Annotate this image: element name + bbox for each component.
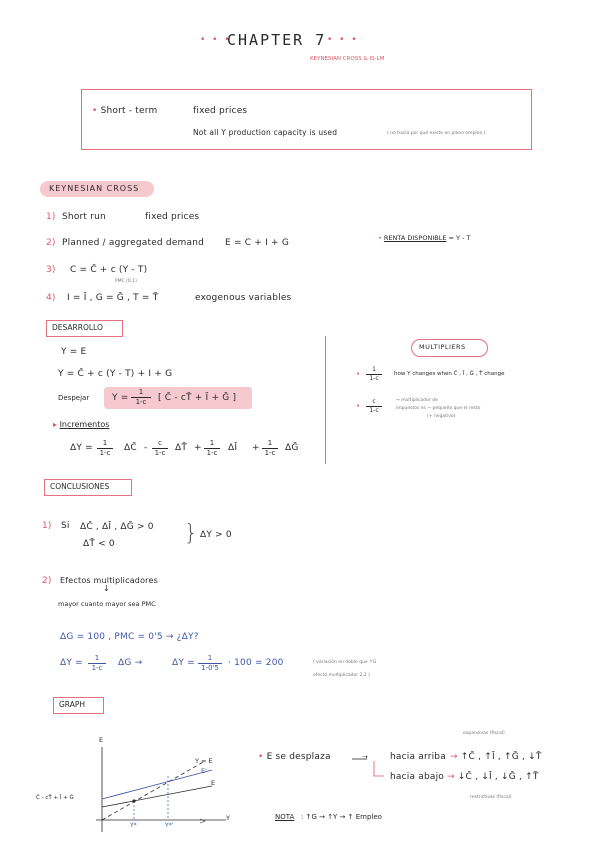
mult-2-text-1: → multiplicador de [396,398,438,403]
desarrollo-heading: DESARROLLO [52,323,103,332]
mult-2-text-3: (+ negativo) [427,414,456,419]
graph-label-y-eq-e: Y = E [195,757,213,765]
graph-label-e-prime: E' [201,767,207,775]
header-dots-right: • • • [327,35,359,45]
concl-1-num: 1) [42,521,52,531]
concl-2-down-arrow: ↓ [103,584,110,593]
concl-1-brace: } [184,521,198,546]
incr-term-2-frac: $\frac{c}{1-c}$ [152,439,168,458]
desarrollo-line-2: Y = C̄ + c (Y - T) + I + G [58,369,173,379]
incr-term-4-sign: + [252,443,260,453]
calc-1-g: ΔG → [118,658,143,668]
page-subtitle: KEYNESIAN CROSS & IS-LM [310,56,385,62]
graph-equilibrium-point [132,799,135,802]
kc-item-4-result: exogenous variables [195,293,292,303]
kc-item-1-text: Short run [62,212,106,222]
concl-side-note-1: ( variación en doble que ↑G [313,660,377,665]
mult-1-bullet: • [356,370,361,378]
mult-1-frac: $\frac{1}{1-c}$ [366,366,382,383]
concl-2-line: mayor cuanto mayor sea PMC [58,600,156,608]
mult-1-text: how Y changes when C̄ , Ī , Ḡ , T̄ change [394,371,505,377]
calc-1-frac: $\frac{1}{1-c}$ [88,654,106,673]
renta-disponible: • RENTA DISPONIBLE = Y - T [378,234,471,242]
kc-item-2-num: 2) [46,238,56,248]
graph-axis-y-label: E [99,736,104,744]
incr-term-4-frac: $\frac{1}{1-c}$ [262,439,278,458]
concl-2-num: 2) [42,576,52,586]
graph-line-e [102,786,212,807]
despejar-fraction: $\frac{1}{1-c}$ [131,388,151,407]
page-title: CHAPTER 7 [227,31,327,49]
concl-2-title: Efectos multiplicadores [60,576,158,585]
despejar-bracket: [ C̄ - cT̄ + Ī + Ḡ ] [158,393,237,403]
graph-ystar2-label: Y*' [165,822,174,829]
incr-term-1-sym: ΔC̄ [124,443,137,453]
concl-1-si: Si [61,521,70,531]
kc-item-3-num: 3) [46,265,56,275]
mult-2-bullet: • [356,402,361,410]
calc-2-rest: · 100 = 200 [228,658,284,668]
kc-item-4-num: 4) [46,293,56,303]
shift-arrow-down-line [374,761,384,776]
header-dots-left: • • • [200,35,232,45]
intro-note: ( no hacia por qué existe en pleno empleo ) [387,131,486,136]
calc-2-label: ΔY = [172,658,195,668]
keynesian-heading: KEYNESIAN CROSS [49,184,140,193]
incrementos-label: ▸ Incrementos [53,420,110,429]
mult-2-text-2: impuestos es ~ pequeño que el resto [396,406,481,411]
despejar-label: Despejar [58,394,90,402]
kc-item-4-text: I = Ī , G = Ḡ , T = T̄ [67,293,159,303]
mult-2-frac: $\frac{c}{1-c}$ [366,398,382,415]
intro-fixed-prices: fixed prices [193,106,248,116]
multipliers-heading: MULTIPLIERS [419,343,466,351]
kc-item-3-text: C = C̄ + c (Y - T) [70,265,148,275]
desarrollo-line-1: Y = E [61,347,87,357]
shift-up-label: hacia arriba [390,752,446,762]
kc-item-2-result: E = C + I + G [225,238,289,248]
shift-up-terms: → ↑C̄ , ↑Ī , ↑Ḡ , ↓T̄ [450,752,542,762]
nota-text: : ↑G → ↑Y → ↑ Empleo [301,813,382,821]
graph-heading: GRAPH [59,700,86,709]
graph-label-e: E [211,779,216,787]
nota-label: NOTA [275,813,295,821]
concl-question: ΔG = 100 , PMC = 0'5 → ¿ΔY? [60,632,199,642]
incr-term-3-frac: $\frac{1}{1-c}$ [204,439,220,458]
despejar-y: Y = [112,393,129,403]
kc-item-3-note: PMC (0,1) [115,279,137,284]
graph-axis-x-label: Y [226,814,230,822]
incr-term-1-frac: $\frac{1}{1-c}$ [97,439,113,458]
incr-term-3-sign: + [194,443,202,453]
concl-1-result: ΔY > 0 [200,530,232,540]
kc-item-2-text: Planned / aggregated demand [62,238,205,248]
kc-item-1-result: fixed prices [145,212,200,222]
calc-1-label: ΔY = [60,658,83,668]
incr-term-3-sym: ΔĪ [228,443,238,453]
incrementos-delta-y: ΔY = [70,443,93,453]
calc-2-frac: $\frac{1}{1-0'5}$ [198,654,222,673]
concl-1-line-2: ΔT̄ < 0 [83,539,115,549]
shift-up-arrow: ➝ [362,753,368,761]
concl-1-line-1: ΔC̄ , ΔĪ , ΔḠ > 0 [80,522,154,532]
graph-intercept-label: C̄ - cT̄ + Ī + Ḡ [36,795,74,801]
shift-up-note: expansivas (fiscal) [463,731,505,736]
concl-side-note-2: efecto multiplicador 2,2 ) [313,673,370,678]
shift-down-label: hacia abajo [390,772,444,782]
graph-line-e-prime [102,770,212,799]
incr-term-2-sign: - [144,443,148,453]
incr-term-2-sym: ΔT̄ [175,443,188,453]
shift-title: • E se desplaza [258,752,331,762]
intro-not-all: Not all Y production capacity is used [193,128,338,137]
intro-short-term: • Short - term [92,106,158,116]
graph-ystar-label: Y* [130,822,137,829]
shift-down-terms: → ↓C̄ , ↓Ī , ↓Ḡ , ↑T̄ [447,772,539,782]
conclusiones-heading: CONCLUSIONES [50,482,110,491]
shift-down-note: restrictivas (fiscal) [470,795,512,800]
incr-term-4-sym: ΔḠ [285,443,299,453]
kc-item-1-num: 1) [46,212,56,222]
